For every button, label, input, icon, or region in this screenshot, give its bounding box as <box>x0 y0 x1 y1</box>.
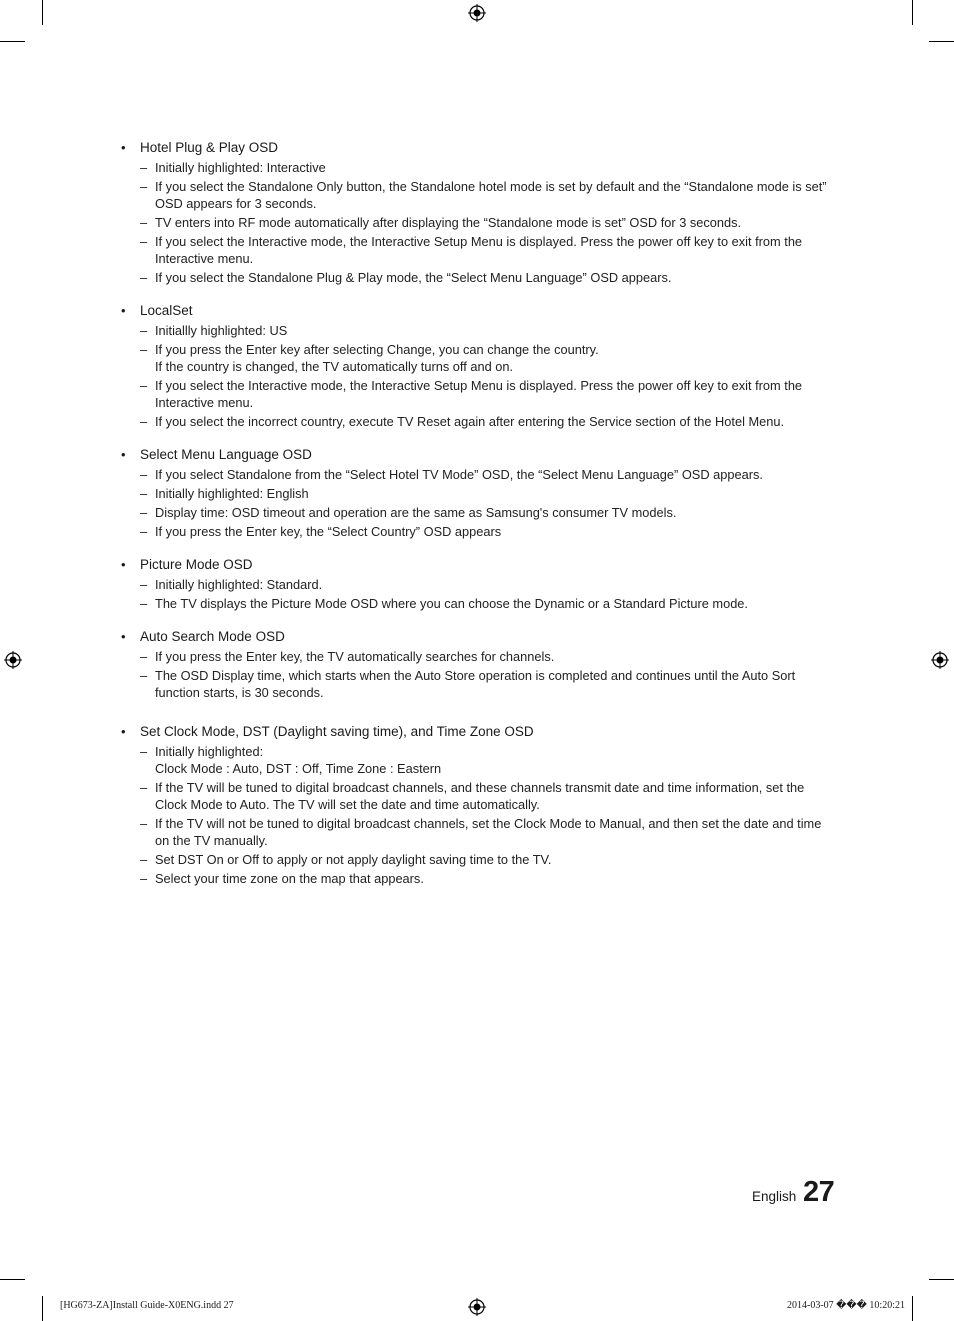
item-text: If the TV will be tuned to digital broadcast channels, and these channels transmit date and time information, set the <box>155 780 805 795</box>
dash-marker: – <box>140 871 148 886</box>
crop-mark <box>912 0 913 25</box>
dash-marker: – <box>140 342 148 357</box>
item-text: If you press the Enter key, the TV automatically searches for channels. <box>155 649 555 664</box>
section <box>120 301 840 430</box>
crop-mark <box>929 1279 954 1280</box>
list-item <box>120 377 840 411</box>
page-number: 27 <box>803 1176 835 1208</box>
dash-marker: – <box>140 505 148 520</box>
item-text: If you press the Enter key, the “Select Country” OSD appears <box>155 524 502 539</box>
list-item <box>120 743 840 777</box>
footer-language: English <box>752 1189 797 1204</box>
list-item <box>120 667 840 701</box>
dash-marker: – <box>140 215 148 230</box>
item-text: If you select the Standalone Only button, the Standalone hotel mode is set by default and the “Standalone mode is set” <box>155 179 827 194</box>
registration-mark-icon <box>4 651 22 669</box>
dash-marker: – <box>140 649 148 664</box>
dash-marker: – <box>140 486 148 501</box>
crop-mark <box>0 41 25 42</box>
item-text: Clock Mode : Auto, DST : Off, Time Zone : Eastern <box>155 761 442 776</box>
item-text: If the country is changed, the TV automatically turns off and on. <box>155 359 514 374</box>
section <box>120 722 840 887</box>
slug-timestamp: 2014-03-07 ��� 10:20:21 <box>787 1300 905 1311</box>
dash-marker: – <box>140 323 148 338</box>
section-heading: • Set Clock Mode, DST (Daylight saving time), and Time Zone OSD <box>120 722 840 741</box>
list-item <box>120 214 840 231</box>
item-text: TV enters into RF mode automatically after displaying the “Standalone mode is set” OSD for 3 seconds. <box>155 215 742 230</box>
item-text: Interactive menu. <box>155 251 254 266</box>
dash-marker: – <box>140 467 148 482</box>
list-item <box>120 466 840 483</box>
section-heading: • LocalSet <box>120 301 840 320</box>
dash-marker: – <box>140 744 148 759</box>
section-heading: • Select Menu Language OSD <box>120 445 840 464</box>
item-text: Initially highlighted: Standard. <box>155 577 323 592</box>
section <box>120 138 840 286</box>
dash-marker: – <box>140 816 148 831</box>
item-text: If you select the incorrect country, execute TV Reset again after entering the Service section of the Hotel Menu. <box>155 414 785 429</box>
item-text: If you select Standalone from the “Select Hotel TV Mode” OSD, the “Select Menu Language” OSD appears. <box>155 467 763 482</box>
item-text: The TV displays the Picture Mode OSD where you can choose the Dynamic or a Standard Picture mode. <box>155 596 748 611</box>
list-item <box>120 595 840 612</box>
list-item <box>120 648 840 665</box>
item-text: The OSD Display time, which starts when the Auto Store operation is completed and continues until the Auto Sort <box>155 668 796 683</box>
crop-mark <box>929 41 954 42</box>
crop-mark <box>912 1296 913 1321</box>
list-item <box>120 178 840 212</box>
registration-mark-icon <box>468 1298 486 1316</box>
item-text: Set DST On or Off to apply or not apply daylight saving time to the TV. <box>155 852 552 867</box>
list-item <box>120 341 840 375</box>
list-item <box>120 159 840 176</box>
item-text: OSD appears for 3 seconds. <box>155 196 317 211</box>
section-heading: • Auto Search Mode OSD <box>120 627 840 646</box>
section-heading: • Picture Mode OSD <box>120 555 840 574</box>
document-body <box>120 138 840 902</box>
list-item <box>120 233 840 267</box>
item-text: Clock Mode to Auto. The TV will set the date and time automatically. <box>155 797 540 812</box>
item-text: Interactive menu. <box>155 395 254 410</box>
item-text: If you select the Interactive mode, the Interactive Setup Menu is displayed. Press the power off key to exit from the <box>155 378 803 393</box>
list-item <box>120 504 840 521</box>
dash-marker: – <box>140 270 148 285</box>
section <box>120 555 840 612</box>
list-item <box>120 779 840 813</box>
dash-marker: – <box>140 179 148 194</box>
dash-marker: – <box>140 577 148 592</box>
dash-marker: – <box>140 852 148 867</box>
list-item <box>120 523 840 540</box>
item-text: function starts, is 30 seconds. <box>155 685 324 700</box>
item-text: Display time: OSD timeout and operation are the same as Samsung's consumer TV models. <box>155 505 677 520</box>
section <box>120 445 840 540</box>
item-text: Initiallly highlighted: US <box>155 323 288 338</box>
item-text: Select your time zone on the map that appears. <box>155 871 424 886</box>
item-text: Initially highlighted: <box>155 744 264 759</box>
slug-filename: [HG673-ZA]Install Guide-X0ENG.indd 27 <box>60 1300 234 1311</box>
item-text: If you select the Standalone Plug & Play mode, the “Select Menu Language” OSD appears. <box>155 270 672 285</box>
dash-marker: – <box>140 414 148 429</box>
crop-mark <box>42 0 43 25</box>
list-item <box>120 851 840 868</box>
item-text: Initially highlighted: English <box>155 486 309 501</box>
registration-mark-icon <box>468 4 486 22</box>
list-item <box>120 576 840 593</box>
crop-mark <box>42 1296 43 1321</box>
dash-marker: – <box>140 160 148 175</box>
list-item <box>120 485 840 502</box>
list-item <box>120 322 840 339</box>
registration-mark-icon <box>931 651 949 669</box>
list-item <box>120 815 840 849</box>
dash-marker: – <box>140 234 148 249</box>
item-text: If you press the Enter key after selecting Change, you can change the country. <box>155 342 599 357</box>
dash-marker: – <box>140 780 148 795</box>
list-item <box>120 870 840 887</box>
section <box>120 627 840 701</box>
item-text: on the TV manually. <box>155 833 268 848</box>
section-heading: • Hotel Plug & Play OSD <box>120 138 840 157</box>
dash-marker: – <box>140 668 148 683</box>
dash-marker: – <box>140 378 148 393</box>
item-text: If you select the Interactive mode, the Interactive Setup Menu is displayed. Press the power off key to exit from the <box>155 234 803 249</box>
crop-mark <box>0 1279 25 1280</box>
item-text: If the TV will not be tuned to digital broadcast channels, set the Clock Mode to Manual, and then set the date and time <box>155 816 822 831</box>
list-item <box>120 269 840 286</box>
item-text: Initially highlighted: Interactive <box>155 160 326 175</box>
list-item <box>120 413 840 430</box>
dash-marker: – <box>140 596 148 611</box>
dash-marker: – <box>140 524 148 539</box>
